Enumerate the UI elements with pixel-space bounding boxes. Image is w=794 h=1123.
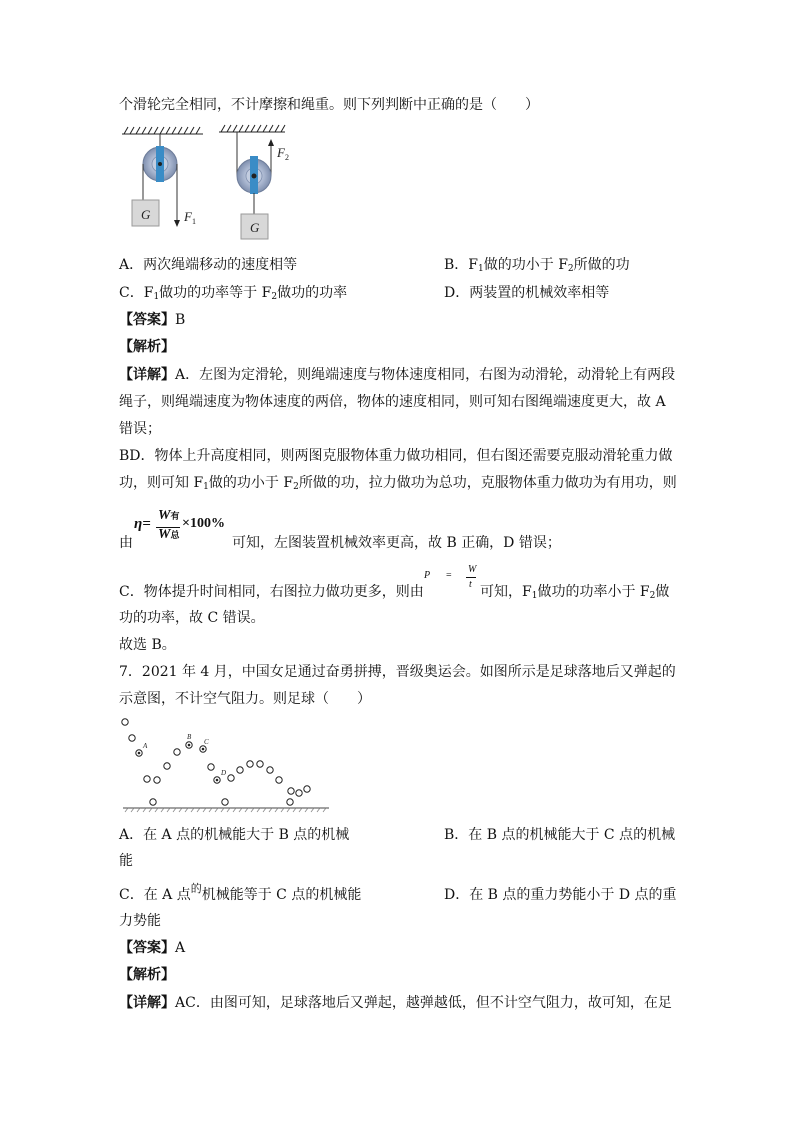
point-b-label: B: [187, 733, 192, 741]
q7-detail-1: 【详解】AC．由图可知，足球落地后又弹起，越弹越低，但不计空气阻力，故可知，在足: [119, 995, 672, 1011]
formula-tail: ×100%: [182, 516, 225, 531]
pulley-figure: [119, 124, 309, 244]
q6-option-d: D．两装置的机械效率相等: [444, 285, 610, 301]
q7-option-d: D．在 B 点的重力势能小于 D 点的重: [444, 887, 677, 903]
formula-eta: η=: [134, 516, 151, 532]
left-ceiling: [122, 127, 203, 134]
force1-label: F: [184, 209, 192, 224]
q7-answer: 【答案】A: [119, 940, 186, 956]
q7-option-a: A．在 A 点的机械能大于 B 点的机械: [119, 827, 350, 843]
force2-sub: 2: [285, 153, 289, 162]
ball-trajectory-figure: [119, 714, 334, 816]
force1-sub: 1: [192, 217, 196, 226]
q6-detail-9: 故选 B。: [119, 637, 176, 653]
q6-answer: 【答案】B: [119, 312, 186, 328]
q7-stem-2: 示意图，不计空气阻力。则足球（ ）: [119, 691, 371, 707]
q7-option-d-cont: 力势能: [119, 913, 161, 929]
q7-option-a-cont: 能: [119, 853, 133, 869]
formula-denominator: W总: [158, 527, 180, 542]
point-d-label: D: [221, 769, 227, 777]
formula-numerator: W有: [158, 508, 180, 523]
q6-detail-5: 功，则可知 $F_1$做的功小于 $F_2$所做的功，拉力做功为总功，克服物体重力做功为有用功，则: [119, 475, 677, 492]
q6-detail-6-post: 可知，左图装置机械效率更高，故 B 正确，D 错误；: [232, 535, 561, 551]
power-formula: P = W t: [424, 564, 477, 590]
left-weight-label: G: [141, 207, 151, 222]
point-a-label: A: [143, 742, 148, 750]
efficiency-formula: [134, 510, 234, 546]
q6-detail-1: 【详解】A．左图为定滑轮，则绳端速度与物体速度相同，右图为动滑轮，动滑轮上有两段: [119, 367, 676, 383]
q7-option-c: C．在 A 点$^的$机械能等于 C 点的机械能: [119, 882, 362, 903]
q6-detail-8: 功的功率，故 C 错误。: [119, 610, 265, 626]
q6-option-a: A．两次绳端移动的速度相等: [119, 257, 298, 273]
right-weight-label: G: [250, 220, 260, 235]
q6-detail-6-pre: 由: [119, 535, 133, 551]
q7-stem-1: 7．2021 年 4 月，中国女足通过奋勇拼搏，晋级奥运会。如图所示是足球落地后又弹起的: [119, 664, 676, 680]
q7-analysis-label: 【解析】: [119, 967, 175, 983]
q6-option-b: B．$F_1$做的功小于 $F_2$所做的功: [444, 257, 630, 274]
q6-detail-7-post: 可知，$F_1$做功的功率小于 $F_2$做: [480, 584, 670, 601]
force2-label: F: [277, 145, 285, 160]
q6-detail-2: 绳子，则绳端速度为物体速度的两倍，物体的速度相同，则可知右图绳端速度更大，故 A: [119, 394, 666, 410]
q6-analysis-label: 【解析】: [119, 339, 175, 355]
q6-stem-tail: 个滑轮完全相同，不计摩擦和绳重。则下列判断中正确的是（ ）: [119, 97, 539, 113]
q6-detail-4: BD．物体上升高度相同，则两图克服物体重力做功相同，但右图还需要克服动滑轮重力做: [119, 448, 673, 464]
q6-option-c: C．$F_1$做功的功率等于 $F_2$做功的功率: [119, 285, 348, 302]
q6-detail-3: 错误；: [119, 421, 161, 437]
right-ceiling: [219, 125, 285, 132]
point-c-label: C: [204, 738, 209, 746]
q6-detail-7-pre: C．物体提升时间相同，右图拉力做功更多，则由: [119, 584, 424, 600]
q7-option-b: B．在 B 点的机械能大于 C 点的机械: [444, 827, 676, 843]
